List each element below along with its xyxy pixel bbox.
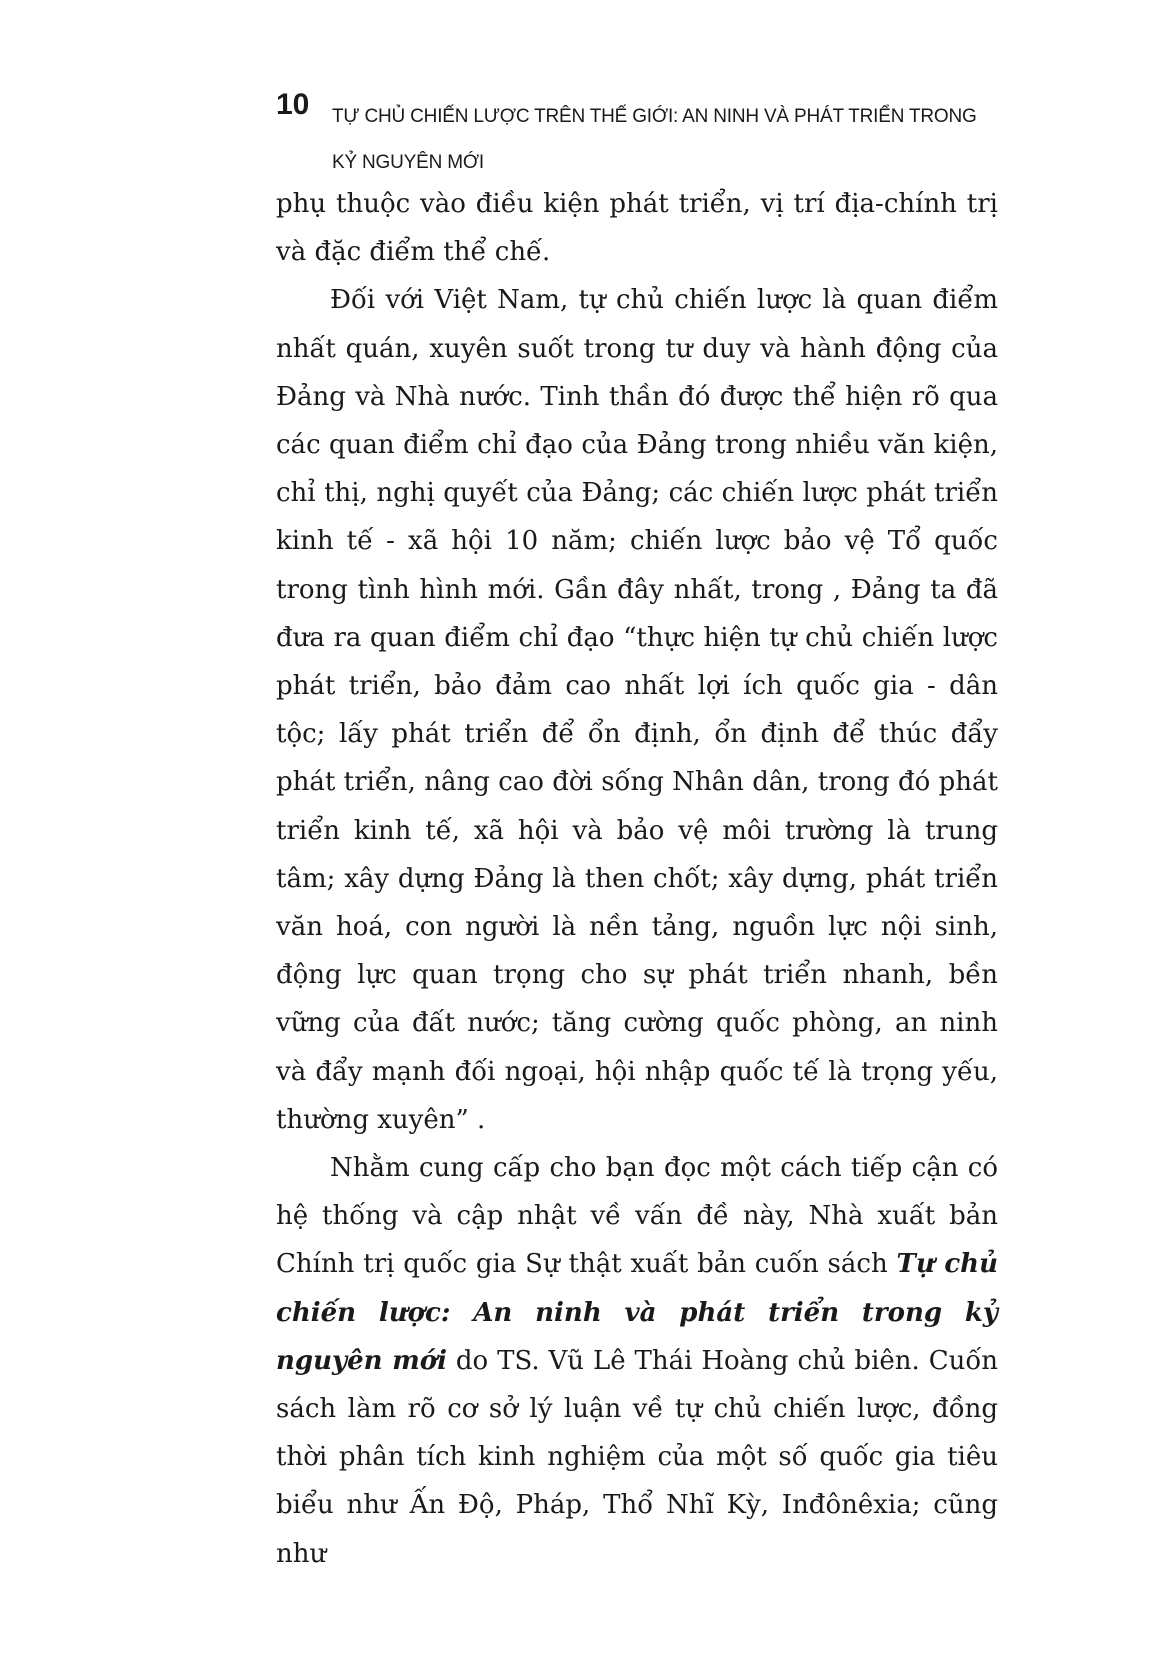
paragraph-2: Đối với Việt Nam, tự chủ chiến lược là quan điểm nhất quán, xuyên suốt trong tư duy và hành động của Đảng và Nhà nước. Tinh thần đó được thể hiện rõ qua các quan điểm chỉ đạo của Đảng trong nhiều văn kiện, chỉ thị, nghị quyết của Đảng; các chiến lược phát triển kinh tế - xã hội 10 năm; chiến lược bảo vệ Tổ quốc trong tình hình mới. Gần đây nhất, trong , Đảng ta đã đưa ra quan điểm chỉ đạo “thực hiện tự chủ chiến lược phát triển, bảo đảm cao nhất lợi ích quốc gia - dân tộc; lấy phát triển để ổn định, ổn định để thúc đẩy phát triển, nâng cao đời sống Nhân dân, trong đó phát triển kinh tế, xã hội và bảo vệ môi trường là trung tâm; xây dựng Đảng là then chốt; xây dựng, phát triển văn hoá, con người là nền tảng, nguồn lực nội sinh, động lực quan trọng cho sự phát triển nhanh, bền vững của đất nước; tăng cường quốc phòng, an ninh và đẩy mạnh đối ngoại, hội nhập quốc tế là trọng yếu, thường xuyên” . [276, 285, 998, 1135]
running-title: TỰ CHỦ CHIẾN LƯỢC TRÊN THẾ GIỚI: AN NINH VÀ PHÁT TRIỂN TRONG KỶ NGUYÊN MỚI [332, 106, 977, 173]
paragraph-3-text-b: do TS. Vũ Lê Thái Hoàng chủ biên. Cuốn sách làm rõ cơ sở lý luận về tự chủ chiến lược, đồng thời phân tích kinh nghiệm của một số quốc gia tiêu biểu như Ấn Độ, Pháp, Thổ Nhĩ Kỳ, Inđônêxia; cũng như [276, 1345, 998, 1569]
body-text [276, 180, 998, 1578]
page-number: 10 [276, 88, 310, 121]
paragraph-3 [276, 1144, 998, 1578]
paragraph-1: phụ thuộc vào điều kiện phát triển, vị trí địa-chính trị và đặc điểm thể chế. [276, 189, 998, 268]
book-title: Tự chủ chiến lược: An ninh và phát triển trong kỷ nguyên mới [276, 1249, 998, 1376]
paragraph-3-text-a: Nhằm cung cấp cho bạn đọc một cách tiếp cận có hệ thống và cập nhật về vấn đề này, Nhà xuất bản Chính trị quốc gia Sự thật xuất bản cuốn sách [276, 1153, 998, 1280]
